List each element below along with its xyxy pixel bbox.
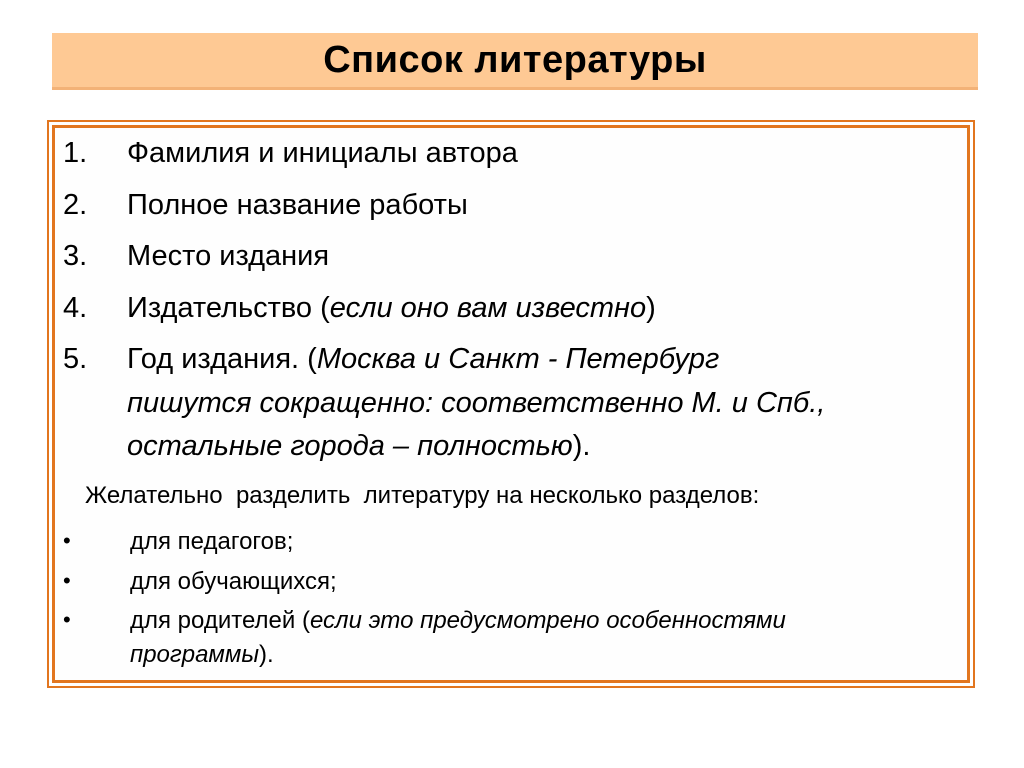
item-text xyxy=(127,184,468,228)
bullet-list-item xyxy=(63,565,957,599)
item-text-regular: для обучающихся; xyxy=(130,567,337,595)
bullet-list-item xyxy=(63,604,957,671)
item-text-regular: Год издания. ( xyxy=(127,343,317,375)
bullet-marker: • xyxy=(63,607,71,633)
item-text-regular: Место издания xyxy=(127,240,330,272)
bullet-marker: • xyxy=(63,567,71,593)
item-text-regular: Полное название работы xyxy=(127,188,468,221)
content-box-border xyxy=(47,120,975,688)
item-text-italic: Москва и Санкт - Петербург пишутся сокращенно: соответственно М. и Спб., остальные города – полностью xyxy=(127,343,826,462)
item-text xyxy=(127,235,329,279)
item-text xyxy=(130,525,293,559)
list-item-number: 5. xyxy=(63,343,88,375)
numbered-list-item xyxy=(63,132,957,176)
slide-title-bar xyxy=(52,33,978,90)
item-text-italic: если оно вам известно xyxy=(329,291,647,324)
numbered-list-item xyxy=(63,184,957,228)
numbered-list xyxy=(63,132,957,469)
item-text xyxy=(130,604,830,671)
list-item-number: 4. xyxy=(63,291,88,324)
item-text-regular: ). xyxy=(259,640,274,668)
item-text xyxy=(127,132,518,176)
bullet-list-item xyxy=(63,525,957,559)
item-text xyxy=(130,565,337,599)
content-box xyxy=(52,125,970,683)
note-line: Желательно разделить литературу на несколько разделов: xyxy=(85,481,760,509)
item-text-regular: Издательство ( xyxy=(127,291,330,324)
page-title: Список литературы xyxy=(323,39,707,81)
item-text-italic: если это предусмотрено особенностями программы xyxy=(130,607,786,668)
bullet-list xyxy=(63,525,957,671)
item-text xyxy=(127,338,827,469)
item-text-regular: ) xyxy=(646,291,656,324)
list-item-number: 1. xyxy=(63,137,88,169)
numbered-list-item xyxy=(63,338,957,469)
numbered-list-item xyxy=(63,287,957,331)
item-text-regular: для педагогов; xyxy=(130,528,294,556)
list-item-number: 2. xyxy=(63,188,88,221)
item-text xyxy=(127,287,656,331)
item-text-regular: ). xyxy=(572,430,591,462)
item-text-regular: Фамилия и инициалы автора xyxy=(127,137,518,169)
bullet-marker: • xyxy=(63,528,71,554)
list-item-number: 3. xyxy=(63,240,88,272)
item-text-regular: для родителей ( xyxy=(130,607,310,635)
numbered-list-item xyxy=(63,235,957,279)
